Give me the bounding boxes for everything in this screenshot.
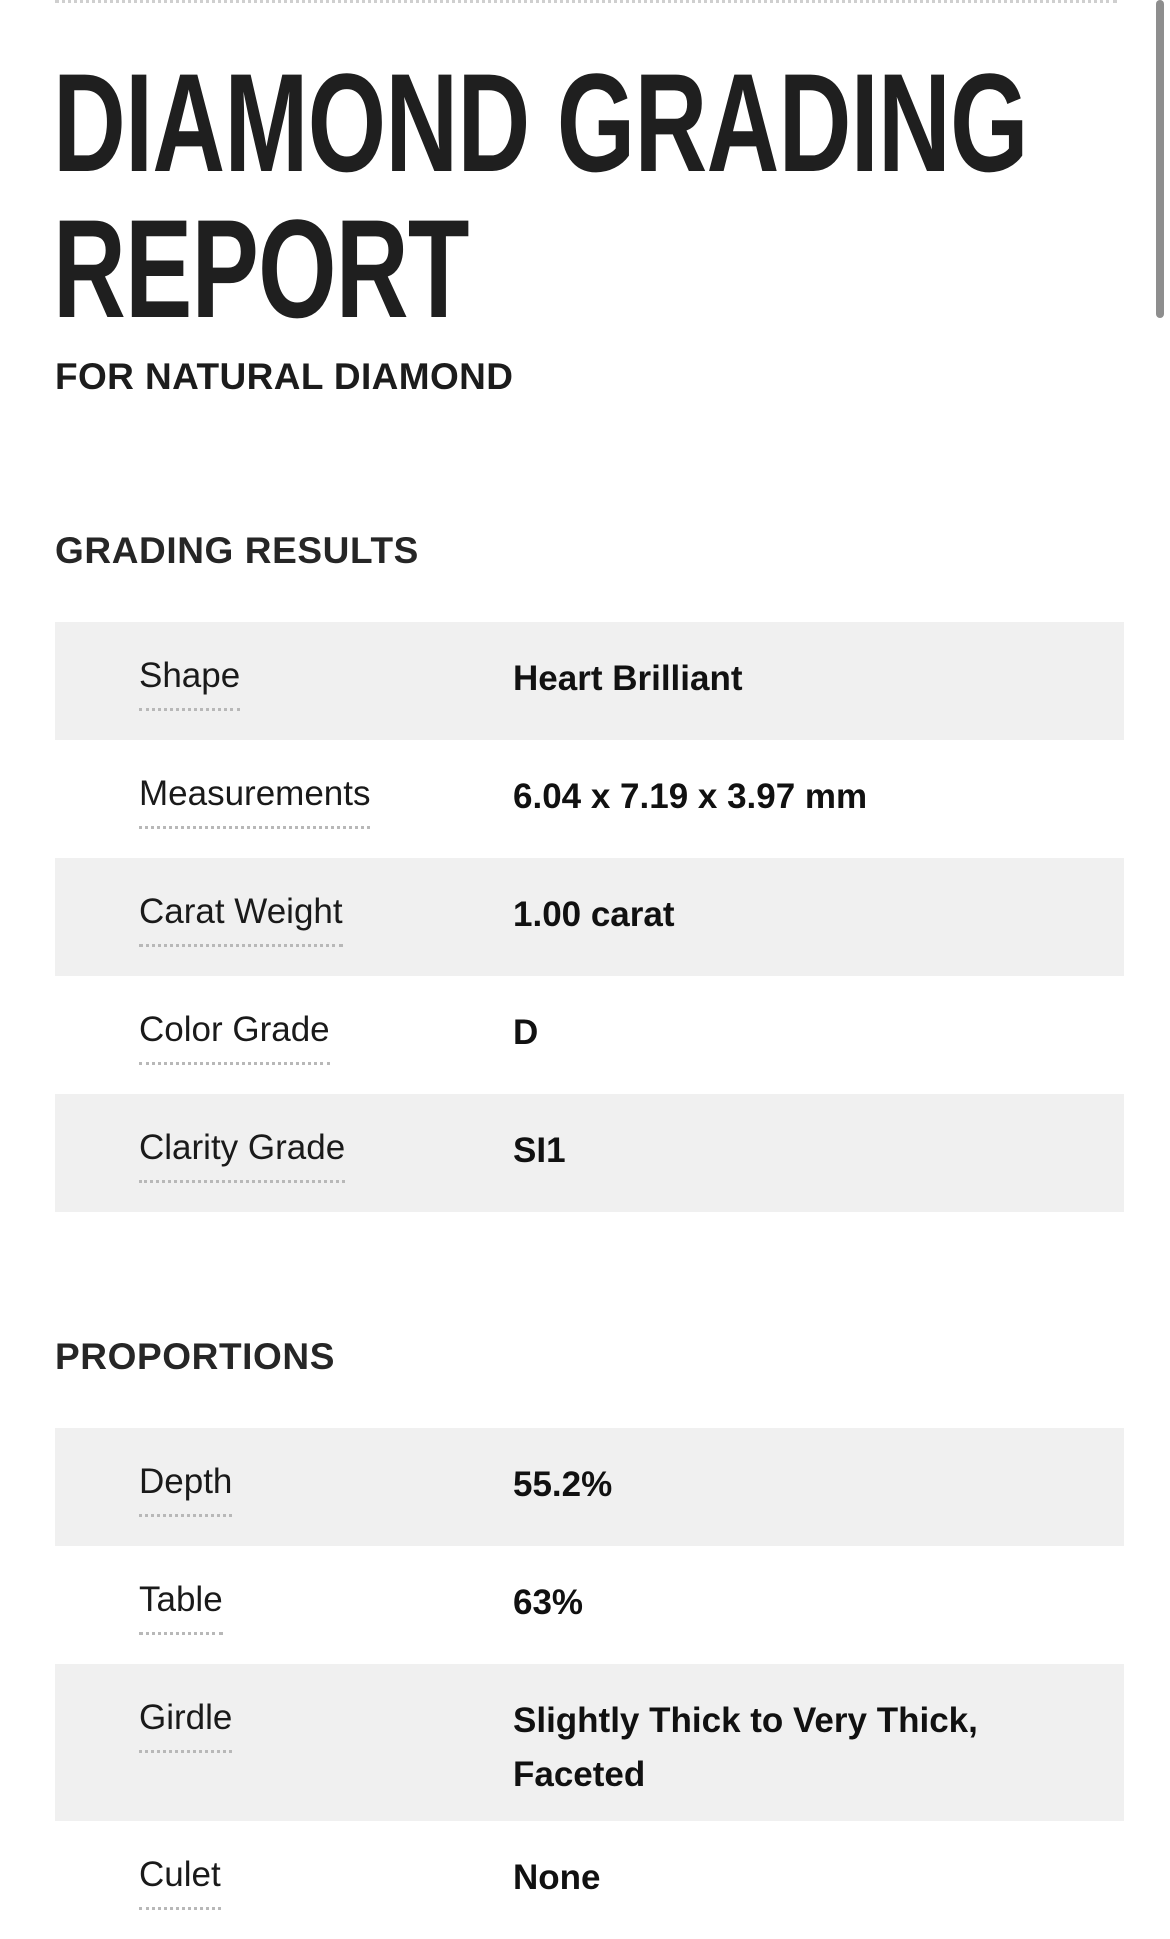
top-divider	[55, 0, 1117, 3]
shape-value: Heart Brilliant	[513, 659, 743, 698]
depth-value: 55.2%	[513, 1465, 613, 1504]
table-row-girdle	[55, 1664, 1124, 1821]
table-value: 63%	[513, 1583, 584, 1622]
scrollbar[interactable]	[1156, 0, 1164, 318]
table-row-color-grade	[55, 976, 1124, 1094]
shape-label[interactable]: Shape	[139, 656, 240, 711]
proportions-table	[55, 1428, 1124, 1939]
page-title-line-2: REPORT	[53, 190, 469, 347]
culet-label[interactable]: Culet	[139, 1855, 221, 1910]
depth-label[interactable]: Depth	[139, 1462, 232, 1517]
page-subtitle: FOR NATURAL DIAMOND	[55, 356, 514, 397]
table-row-culet	[55, 1821, 1124, 1939]
color-grade-value: D	[513, 1013, 539, 1052]
table-label[interactable]: Table	[139, 1580, 223, 1635]
page-title	[53, 44, 1028, 347]
table-row-shape	[55, 622, 1124, 740]
grading-results-heading: GRADING RESULTS	[55, 530, 419, 571]
grading-results-table	[55, 622, 1124, 1212]
carat-weight-value: 1.00 carat	[513, 895, 675, 934]
proportions-heading: PROPORTIONS	[55, 1336, 336, 1377]
girdle-label[interactable]: Girdle	[139, 1698, 232, 1753]
girdle-value: Slightly Thick to Very Thick, Faceted	[513, 1701, 978, 1794]
measurements-value: 6.04 x 7.19 x 3.97 mm	[513, 777, 868, 816]
clarity-grade-value: SI1	[513, 1131, 566, 1170]
table-row-measurements	[55, 740, 1124, 858]
table-row-table	[55, 1546, 1124, 1664]
color-grade-label[interactable]: Color Grade	[139, 1010, 330, 1065]
table-row-clarity-grade	[55, 1094, 1124, 1212]
clarity-grade-label[interactable]: Clarity Grade	[139, 1128, 345, 1183]
carat-weight-label[interactable]: Carat Weight	[139, 892, 343, 947]
measurements-label[interactable]: Measurements	[139, 774, 370, 829]
culet-value: None	[513, 1858, 601, 1897]
page-title-line-1: DIAMOND GRADING	[53, 44, 1028, 201]
table-row-depth	[55, 1428, 1124, 1546]
table-row-carat-weight	[55, 858, 1124, 976]
